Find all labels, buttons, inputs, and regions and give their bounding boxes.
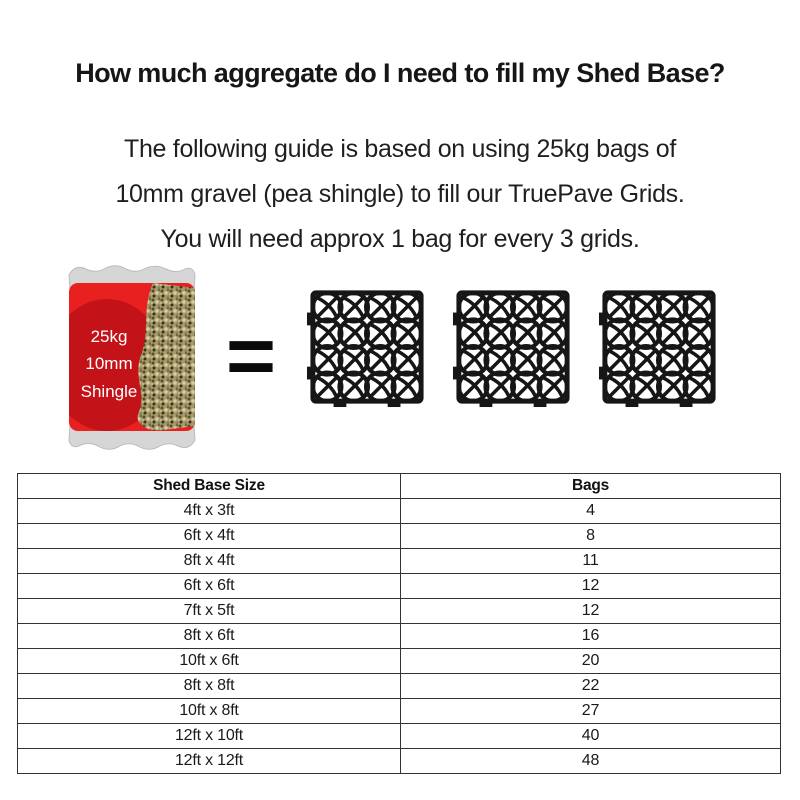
table-row xyxy=(18,599,781,624)
bags-cell: 11 xyxy=(401,549,781,574)
equivalence-illustration xyxy=(0,258,800,458)
shed-base-size-cell: 10ft x 8ft xyxy=(18,699,401,724)
column-header-shed-base-size: Shed Base Size xyxy=(18,474,401,499)
shed-base-size-cell: 7ft x 5ft xyxy=(18,599,401,624)
shed-base-size-cell: 6ft x 4ft xyxy=(18,524,401,549)
column-header-bags: Bags xyxy=(401,474,781,499)
shed-base-size-cell: 4ft x 3ft xyxy=(18,499,401,524)
bags-cell: 40 xyxy=(401,724,781,749)
table-row xyxy=(18,674,781,699)
table-header-row xyxy=(18,474,781,499)
table-row xyxy=(18,524,781,549)
page-title: How much aggregate do I need to fill my Shed Base? xyxy=(75,58,725,88)
bags-cell: 20 xyxy=(401,649,781,674)
table-row xyxy=(18,749,781,774)
intro-line-2: 10mm gravel (pea shingle) to fill our TruePave Grids. xyxy=(115,180,685,208)
aggregate-table xyxy=(17,473,781,774)
bag-label-line-2: 10mm xyxy=(85,354,133,373)
bags-cell: 22 xyxy=(401,674,781,699)
shed-base-size-cell: 12ft x 12ft xyxy=(18,749,401,774)
bags-cell: 16 xyxy=(401,624,781,649)
shed-base-size-cell: 10ft x 6ft xyxy=(18,649,401,674)
table-row xyxy=(18,624,781,649)
table-row xyxy=(18,574,781,599)
table-row xyxy=(18,649,781,674)
intro-line-1: The following guide is based on using 25kg bags of xyxy=(123,135,677,163)
table-row xyxy=(18,699,781,724)
table-row xyxy=(18,724,781,749)
paver-grid-icon xyxy=(306,286,428,408)
aggregate-table-body xyxy=(18,499,781,774)
shed-base-size-cell: 6ft x 6ft xyxy=(18,574,401,599)
shed-base-size-cell: 8ft x 8ft xyxy=(18,674,401,699)
paver-grid-icon xyxy=(452,286,574,408)
grids-row xyxy=(306,286,720,408)
bag-label-line-1: 25kg xyxy=(90,327,128,346)
bags-cell: 4 xyxy=(401,499,781,524)
paver-grid-icon xyxy=(598,286,720,408)
table-row xyxy=(18,549,781,574)
bags-cell: 27 xyxy=(401,699,781,724)
bag-label-line-3: Shingle xyxy=(80,382,138,401)
shed-base-size-cell: 8ft x 6ft xyxy=(18,624,401,649)
bags-cell: 8 xyxy=(401,524,781,549)
equals-symbol: = xyxy=(225,309,277,402)
bags-cell: 12 xyxy=(401,574,781,599)
aggregate-table-container xyxy=(17,473,781,774)
intro-line-3: You will need approx 1 bag for every 3 grids. xyxy=(160,225,640,253)
shingle-bag-graphic xyxy=(61,262,203,454)
shed-base-size-cell: 8ft x 4ft xyxy=(18,549,401,574)
shed-base-size-cell: 12ft x 10ft xyxy=(18,724,401,749)
table-row xyxy=(18,499,781,524)
bags-cell: 48 xyxy=(401,749,781,774)
intro-text xyxy=(0,127,800,262)
bags-cell: 12 xyxy=(401,599,781,624)
